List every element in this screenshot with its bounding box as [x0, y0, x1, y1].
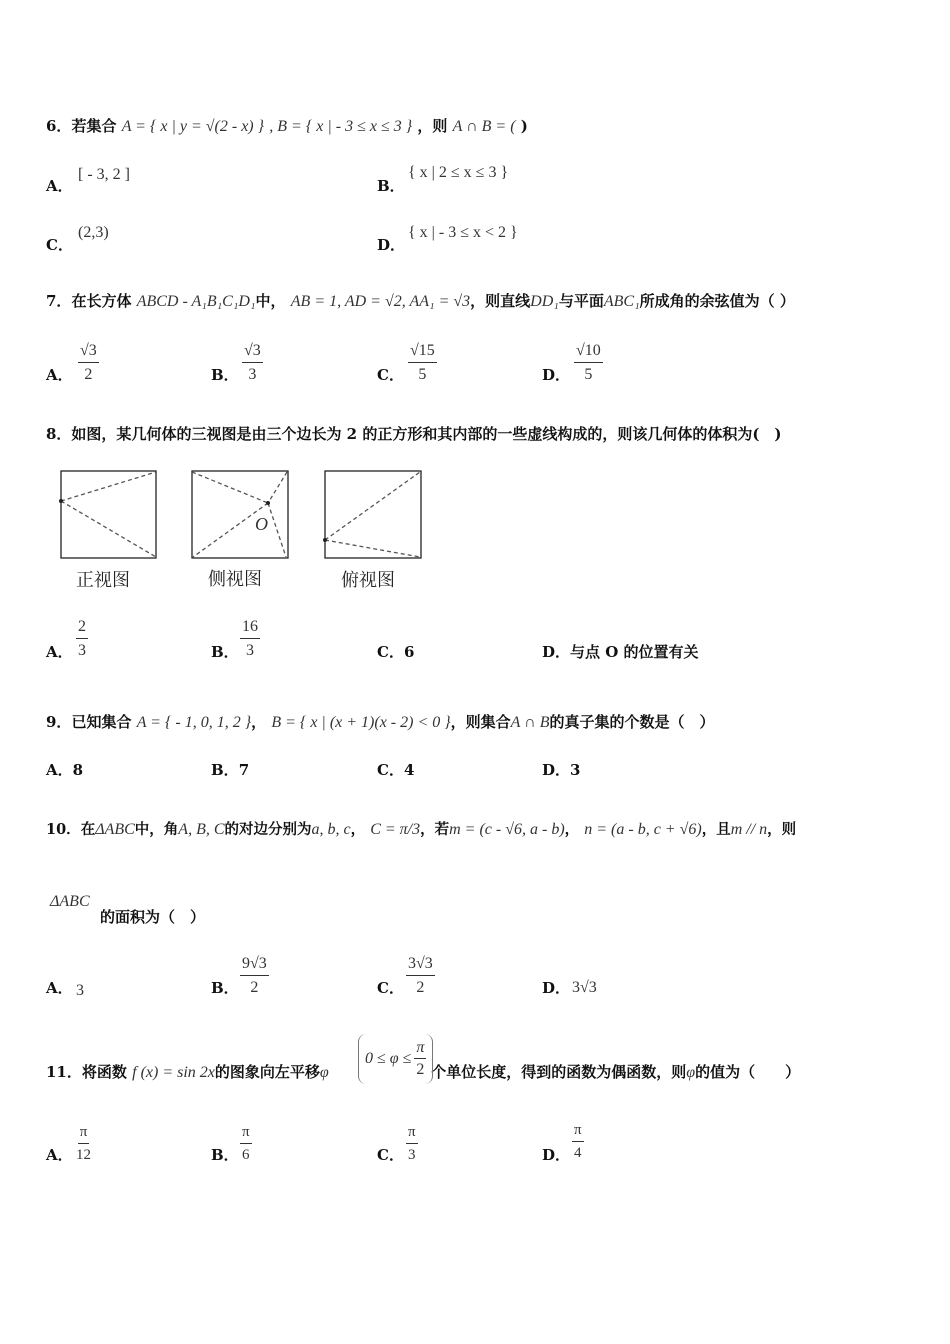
q6-tail: ，则: [417, 117, 448, 135]
q11-option-d-num: π: [572, 1122, 584, 1142]
q11-range-fraction: [414, 1039, 426, 1078]
q8-option-b-fraction: [240, 618, 260, 659]
top-view-point: [323, 538, 327, 542]
q7-line: DD₁: [530, 293, 559, 310]
q6-expr: A ∩ B = (: [452, 118, 516, 135]
q6-option-b-value: { x | 2 ≤ x ≤ 3 }: [408, 164, 509, 181]
q6-set-a: A = { x | y = √(2 - x) }: [121, 118, 265, 135]
q9-option-c-label: C．: [377, 761, 404, 779]
q11-option-c-label: C．: [377, 1146, 404, 1164]
q11-number: 11．: [46, 1063, 82, 1081]
side-view-dashed-1: [192, 472, 268, 503]
front-view: [59, 471, 156, 558]
q11-option-b-num: π: [240, 1124, 252, 1144]
q9-option-d: [542, 759, 580, 780]
q7-text-3: 所成角的余弦值为（ ）: [639, 292, 795, 310]
q9-option-b: [211, 759, 249, 780]
top-view-dashed-upper: [325, 472, 420, 540]
q6-number: 6．: [46, 117, 72, 135]
q10-vector-m: m = (c - √6, a - b): [449, 821, 565, 838]
point-o-label: O: [255, 514, 268, 534]
side-view-point: [266, 501, 270, 505]
q6-set-b: , B = { x | - 3 ≤ x ≤ 3 }: [269, 118, 413, 135]
q10-stem-line2: [50, 892, 90, 911]
q9-stem: [46, 711, 715, 732]
q9-option-d-value: 3: [570, 761, 581, 779]
q7-text-1: ，则直线: [470, 292, 531, 310]
front-view-square: [61, 471, 156, 558]
q7-option-d-den: 5: [584, 365, 593, 383]
q9-text-2: 的真子集的个数是（ ）: [549, 713, 715, 731]
q11-text-1: 的图象向左平移: [214, 1063, 320, 1081]
q10-area-text: 的面积为（ ）: [100, 908, 206, 926]
q9-comma: ，: [251, 713, 267, 731]
q11-option-b-den: 6: [242, 1146, 250, 1163]
q6-option-a-value: [ - 3, 2 ]: [78, 166, 130, 183]
q9-set-a: A = { - 1, 0, 1, 2 }: [136, 714, 252, 731]
q9-option-c: [377, 759, 414, 780]
q10-text-5: ，且: [701, 821, 731, 838]
q9-expr: A ∩ B: [510, 714, 550, 731]
q6-option-c-value: (2,3): [78, 224, 109, 241]
q11-phi-2: φ: [686, 1064, 696, 1081]
front-view-dashed-lower: [61, 501, 156, 557]
q7-option-c-num: √15: [408, 342, 437, 363]
q7-lead: 在长方体: [71, 292, 132, 310]
q7-plane: ABC₁: [603, 293, 640, 310]
q10-angle-c: C = π/3: [370, 821, 421, 838]
q8-option-d-label: D．: [542, 643, 571, 661]
front-view-point: [59, 499, 63, 503]
q11-option-c-num: π: [406, 1124, 418, 1144]
top-view-dashed-lower: [325, 540, 420, 557]
q9-lead: 已知集合: [71, 713, 132, 731]
q11-range-den: 2: [416, 1061, 425, 1078]
q10-triangle-2: ΔABC: [50, 893, 90, 910]
q11-option-a-label: A．: [46, 1146, 73, 1164]
q7-conditions: AB = 1, AD = √2, AA₁ = √3: [290, 293, 471, 310]
q7-option-a-fraction: [78, 342, 99, 383]
q11-option-c-fraction: [406, 1124, 418, 1163]
q6-lead: 若集合: [71, 117, 117, 135]
side-view-caption: 侧视图: [208, 569, 262, 590]
q10-option-a-label: A．: [46, 979, 73, 997]
q7-option-d-label: D．: [542, 366, 571, 384]
q11-option-d-den: 4: [574, 1144, 582, 1161]
q10-option-b-fraction: [240, 955, 269, 996]
q7-text-2: 与平面: [558, 292, 604, 310]
q7-stem: [46, 290, 795, 311]
q9-option-a: [46, 759, 83, 780]
front-view-dashed-upper: [61, 472, 156, 501]
q7-solid: ABCD - A₁B₁C₁D₁: [136, 293, 256, 310]
q8-option-d-value: 与点 O 的位置有关: [570, 643, 699, 661]
q11-option-a-num: π: [78, 1124, 90, 1144]
q10-option-b-num: 9√3: [240, 955, 269, 976]
q11-option-c-den: 3: [408, 1146, 416, 1163]
q8-stem: 8．如图，某几何体的三视图是由三个边长为 2 的正方形和其内部的一些虚线构成的，则该几何体的体积为( ): [46, 425, 782, 443]
q10-number: 10．: [46, 821, 81, 838]
q11-text-2: 个单位长度，得到的函数为偶函数，则: [431, 1063, 687, 1081]
q7-mid: 中，: [255, 292, 286, 310]
q7-number: 7．: [46, 292, 72, 310]
q11-range-text: 0 ≤ φ ≤: [365, 1050, 412, 1067]
q10-option-a-value: 3: [76, 982, 84, 999]
q6-option-d-value: { x | - 3 ≤ x < 2 }: [408, 224, 518, 241]
q10-option-b-label: B．: [211, 979, 239, 997]
q11-option-d-label: D．: [542, 1146, 571, 1164]
q7-option-b-label: B．: [211, 366, 239, 384]
q8-option-b-label: B．: [211, 643, 239, 661]
q9-option-d-label: D．: [542, 761, 571, 779]
q10-text-1: 中，角: [134, 821, 179, 838]
q8-option-b-num: 16: [240, 618, 260, 639]
q11-option-a-den: 12: [76, 1146, 91, 1163]
q8-option-c-label: C．: [377, 643, 404, 661]
q10-angles: A, B, C: [178, 821, 225, 838]
q6-close: ): [520, 117, 528, 135]
top-view-square: [325, 471, 421, 558]
q9-text-1: ，则集合: [450, 713, 511, 731]
q7-option-c-fraction: [408, 342, 437, 383]
q8-option-b-den: 3: [246, 641, 254, 659]
q11-option-a-fraction: [76, 1124, 91, 1163]
q10-stem: [46, 818, 796, 839]
q10-option-c-label: C．: [377, 979, 404, 997]
q10-option-d-value: 3√3: [572, 979, 597, 996]
side-view-dashed-4: [268, 503, 286, 557]
q8-option-c-value: 6: [403, 643, 415, 661]
q11-text-3: 的值为（ ）: [695, 1063, 801, 1081]
q8-option-d: [542, 641, 699, 662]
q6-option-b-label: B．: [377, 177, 405, 195]
q9-number: 9．: [46, 713, 72, 731]
q6-stem: [46, 115, 528, 136]
q6-option-d-label: D．: [377, 236, 406, 254]
q11-lead: 将函数: [81, 1063, 127, 1081]
q9-option-b-value: 7: [238, 761, 250, 779]
q10-vector-n: n = (a - b, c + √6): [584, 821, 702, 838]
q10-option-c-den: 2: [416, 978, 425, 996]
side-view-dashed-2: [268, 472, 287, 503]
side-view-square: [192, 471, 288, 558]
q7-option-d-fraction: [574, 342, 603, 383]
side-view: [192, 471, 288, 558]
q10-text-2: 的对边分别为: [224, 821, 312, 838]
q8-option-a-den: 3: [78, 641, 86, 659]
q7-option-b-fraction: [242, 342, 263, 383]
q9-option-a-label: A．: [46, 761, 73, 779]
q7-option-b-num: √3: [242, 342, 263, 363]
q7-option-a-den: 2: [84, 365, 93, 383]
q7-option-a-label: A．: [46, 366, 73, 384]
q10-lead: 在: [80, 821, 96, 838]
q7-option-a-num: √3: [78, 342, 99, 363]
q10-text-3: ，: [350, 821, 366, 838]
q11-range-num: π: [414, 1039, 426, 1059]
q7-option-c-den: 5: [418, 365, 427, 383]
q11-option-d-fraction: [572, 1122, 584, 1161]
q10-text-6: ，则: [767, 821, 797, 838]
q7-option-c-label: C．: [377, 366, 404, 384]
q11-option-b-label: B．: [211, 1146, 239, 1164]
q10-option-c-num: 3√3: [406, 955, 435, 976]
q11-phi: φ: [319, 1064, 329, 1081]
q8-option-a-label: A．: [46, 643, 73, 661]
q6-option-a-label: A．: [46, 177, 73, 195]
q10-option-c-fraction: [406, 955, 435, 996]
q8-option-c: [377, 641, 414, 662]
q8-option-a-num: 2: [76, 618, 88, 639]
q9-set-b: B = { x | (x + 1)(x - 2) < 0 }: [271, 714, 451, 731]
q11-option-b-fraction: [240, 1124, 252, 1163]
top-view: [323, 471, 421, 558]
q10-option-d-label: D．: [542, 979, 571, 997]
q10-sides: a, b, c: [311, 821, 351, 838]
q10-comma: ，: [564, 821, 580, 838]
top-view-caption: 俯视图: [341, 570, 395, 591]
q7-option-d-num: √10: [574, 342, 603, 363]
q11-range: [358, 1034, 433, 1084]
q10-parallel: m // n: [730, 821, 768, 838]
q11-function: f (x) = sin 2x: [132, 1064, 215, 1081]
front-view-caption: 正视图: [76, 570, 130, 591]
q9-option-c-value: 4: [403, 761, 415, 779]
q10-option-b-den: 2: [250, 978, 259, 996]
q6-option-c-label: C．: [46, 236, 73, 254]
q8-option-a-fraction: [76, 618, 88, 659]
q10-text-4: ，若: [420, 821, 450, 838]
q7-option-b-den: 3: [248, 365, 257, 383]
q9-option-a-value: 8: [72, 761, 84, 779]
q9-option-b-label: B．: [211, 761, 239, 779]
q10-triangle: ΔABC: [95, 821, 135, 838]
